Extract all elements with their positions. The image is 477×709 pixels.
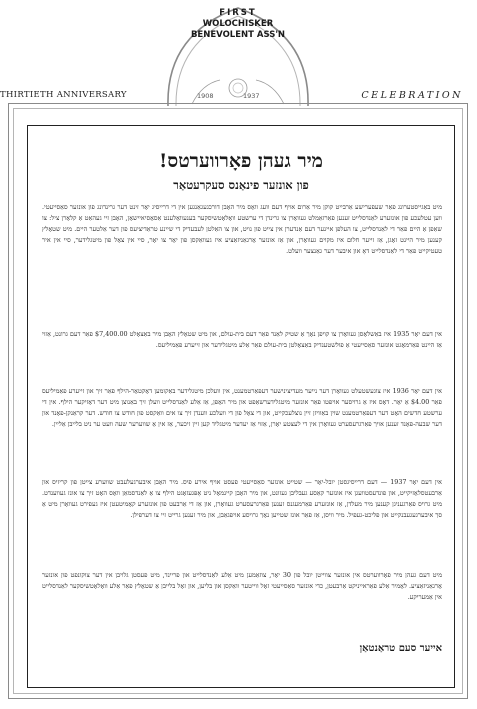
crest-line-name: WOLOCHISKER xyxy=(202,19,274,29)
celebration-label: CELEBRATION xyxy=(361,90,463,101)
paragraph-text: מיט דעם געהן מיר פאָרווערטס אין אונזער צווייטן יובל פון 30 יאָר, צוזאַמען מיט אַלע לאַנדסלייט און פריינד, מיט פעסטן גלויבן אין דער צוקונפט פון אונזער אָרגאַניזאַציע. לאָמיר אַלע פאַראייניקט אַרבעטן, כדי אונזער סאַסייעטי זאָל ווייטער וואַקסן און בליען, און זאָל בלייבן אַ שטאָלץ פאַר אַלע וואָלאָטשיסקער לאַנדסלייט אין אַמעריקע. xyxy=(42,571,442,601)
paragraph-text: אין דעם יאָר 1935 איז באַשלאָסן געוואָרן צו קויפן נאָך אַ שטיק לאַנד פאַר דעם בית-עולם, און מיט שטאָלץ האָבן מיר באַצאָלט $7,400.00 פאַר דעם גרונט, אַזוי אַז היינט פאַרמאָגט אונזער סאַסייעטי אַ פולשטענדיק באַצאָלטן בית-עולם פאַר אַלע מיטגלידער און זייערע פאַמיליעס. xyxy=(42,330,442,349)
crest-line-association: BENEVOLENT ASS'N xyxy=(190,30,286,40)
year-end: 1937 xyxy=(243,92,260,100)
letter-subtitle: פון אונזער פינאַנס סעקרעטאַר xyxy=(173,178,309,192)
crest-line-first: FIRST xyxy=(219,8,257,18)
anniversary-label: THIRTIETH ANNIVERSARY xyxy=(0,90,127,100)
letter-paragraph xyxy=(42,386,442,430)
letter-paragraph xyxy=(42,570,442,603)
crest-title xyxy=(183,8,293,41)
paragraph-text: מיט באַגייסטערונג פאַר שעפערישע אַרבייט קוקן מיר אַרום אויף דעם וועג וואָס מיר האָבן דורכגעגאַנגען אין די דרייסיג יאָר זינט דער גרינדונג פון אונזער סאַסייעטי. ווען עטלעכע פון אונזערע לאַנדסלייט זענען פאַרזאַמלט געוואָרן צו גרינדן די ערשטע וואָלאָטשיסקער בענעוואָלענט אַסאָסיאיישאָן, האָבן זיי געהאַט אַ קלאָרן ציל: צו שאַפן אַ היים פאַר די לאַנדסלייט, צו העלפן איינער דעם אַנדערן אין צייט פון נויט, און צו האַלטן לעבעדיק די שיינע טראַדיציעס פון דער אַלטער היים. מיט שטאָלץ קענען מיר היינט זאָגן, אַז זייער חלום איז מקוים געוואָרן, און אַז אונזער אָרגאַניזאַציע איז געוואַקסן פון יאָר צו יאָר, סיי אין צאָל פון מיטגלידער, סיי אין איר טעטיקייט פאַר די לאַנדסלייט דאָ און איבער דער גאַנצער וועלט. xyxy=(42,203,442,255)
letter-paragraph xyxy=(42,202,442,257)
letter-paragraph xyxy=(42,477,442,521)
paragraph-text: אין דעם יאָר 1936 איז צוגעשטעלט געוואָרן דער נייער מעדיצינישער דעפּאַרטמענט, אין וועלכן מיטגלידער באַקומען דאָקטאָר-הילף פאַר זיך און זייערע פאַמיליעס פאַר $4.00 אַ יאָר. דאָס איז אַ גרויסער אויפטו פאַר אונזער מיטגלידערשאַפט און מיר האָפן, אַז אַלע לאַנדסלייט וועלן זיך באַנוצן מיט דער דאָזיקער הילף. אין די ערשטע חדשים האָט דער דעפּאַרטמענט שוין באַוויזן זיין נוצלעכקייט, און די צאָל פון די וועלכע ווענדן זיך צו אים וואַקסט פון חודש צו חודש. דער קראַנקן-פאָנד און דער שבעה-פאָנד זענען אויך פאַרגרעסערט געוואָרן אין די לעצטע יאָרן, אַזוי אַז יעדער מיטגליד קען זיין זיכער, אַז אין אַ שווערער שעה וועט ער ניט בלייבן אַליין. xyxy=(42,387,442,428)
letter-paragraph xyxy=(42,329,442,351)
letter-title: מיר געהן פאָרווערטס! xyxy=(159,150,323,172)
signature: אייער סעם טראַנטאַן xyxy=(359,643,442,654)
paragraph-text: אין דעם יאָר 1937 — דעם דרייסיגסטן יובל-יאָר — שטייט אונזער סאַסייעטי פעסט אויף אירע פיס. מיר האָבן איבערגעלעבט שווערע צייטן פון קריזיס און אַרבעטסלאָזיקייט, און פונדעסטוועגן איז אונזער קאַסע געבליבן געזונט, און מיר האָבן קיינמאָל ניט אָפּגעזאָגט הילף צו אַ לאַנדסמאַן וואָס האָט זיך צו אונז געווענדט. מיט גרויס פאַרגעניגן קענען מיר מעלדן, אַז אונזערע פאַרמעגנס זענען פאַרגרעסערט געוואָרן, און אַז די אַרבעט פון אונזערע קאָמיטעטן איז געפירט געוואָרן מיט אַ סך איבערגעגעבנקייט און פליכט-געפיל. מיר וויסן, אַז פאַר אונז שטייען נאָך גרויסע אויפגאַבן, און מיר זענען גרייט זיי צו דערפילן. xyxy=(42,478,443,519)
year-start: 1908 xyxy=(197,92,214,100)
